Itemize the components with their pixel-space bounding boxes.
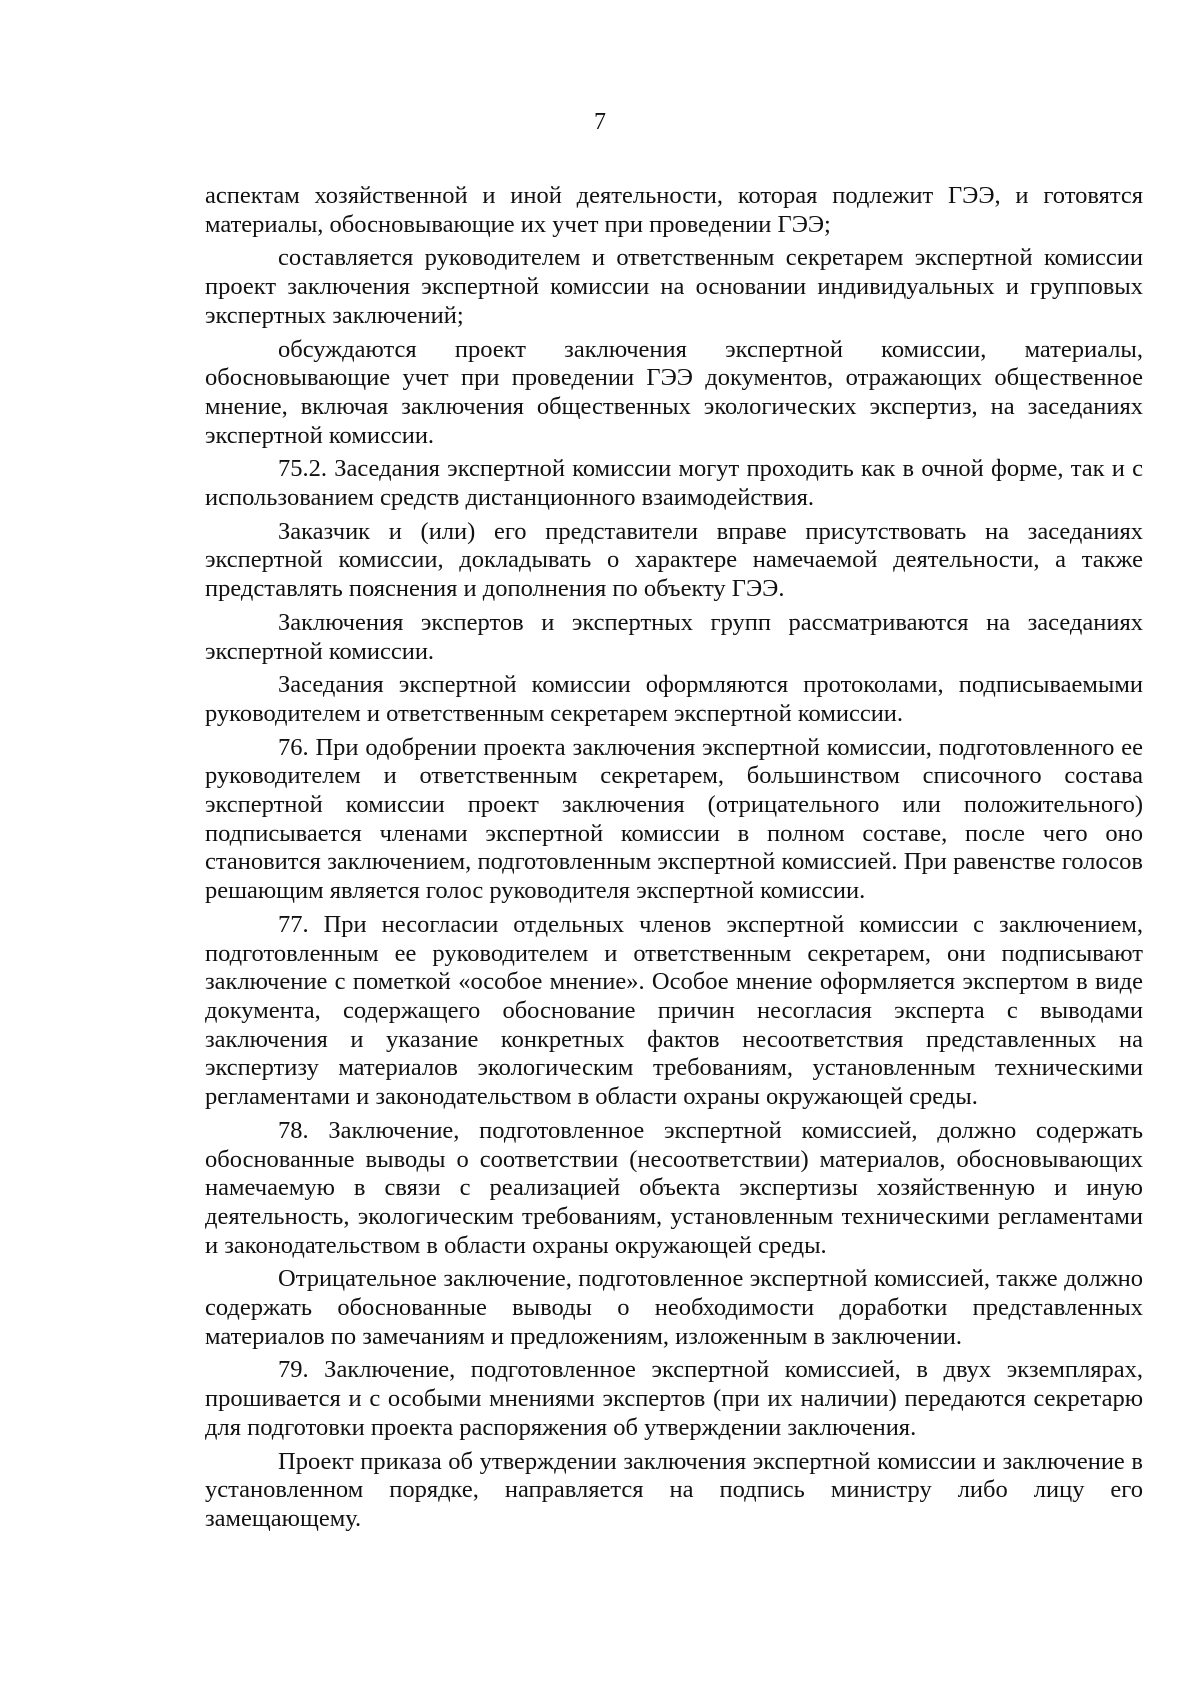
paragraph: Заключения экспертов и экспертных групп рассматриваются на заседаниях экспертной комиссии. xyxy=(205,608,1143,665)
paragraph: Отрицательное заключение, подготовленное экспертной комиссией, также должно содержать обоснованные выводы о необходимости доработки представленных материалов по замечаниям и предложениям, изложенным в заключении. xyxy=(205,1265,1143,1350)
paragraph: Заказчик и (или) его представители вправе присутствовать на заседаниях экспертной комиссии, докладывать о характере намечаемой деятельности, а также представлять пояснения и дополнения по объекту ГЭЭ. xyxy=(205,517,1143,603)
paragraph: Заседания экспертной комиссии оформляются протоколами, подписываемыми руководителем и ответственным секретарем экспертной комиссии. xyxy=(205,671,1143,727)
paragraph: 75.2. Заседания экспертной комиссии могут проходить как в очной форме, так и с использованием средств дистанционного взаимодействия. xyxy=(205,455,1143,512)
paragraph: 76. При одобрении проекта заключения экспертной комиссии, подготовленного ее руководителем и ответственным секретарем, большинством списочного состава экспертной комиссии проект заключения (отрицательного или положительного) подписывается членами экспертной комиссии в полном составе, после чего оно становится заключением, подготовленным экспертной комиссией. При равенстве голосов решающим является голос руководителя экспертной комиссии. xyxy=(205,733,1143,905)
paragraph: составляется руководителем и ответственным секретарем экспертной комиссии проект заключения экспертной комиссии на основании индивидуальных и групповых экспертных заключений; xyxy=(205,244,1143,329)
paragraph: 77. При несогласии отдельных членов экспертной комиссии с заключением, подготовленным ее руководителем и ответственным секретарем, они подписывают заключение с пометкой «особое мнение». Особое мнение оформляется экспертом в виде документа, содержащего обоснование причин несогласия эксперта с выводами заключения и указание конкретных фактов несоответствия представленных на экспертизу материалов экологическим требованиям, установленным техническими регламентами и законодательством в области охраны окружающей среды. xyxy=(205,910,1143,1111)
paragraph: 78. Заключение, подготовленное экспертной комиссией, должно содержать обоснованные выводы о соответствии (несоответствии) материалов, обосновывающих намечаемую в связи с реализацией объекта экспертизы хозяйственную и иную деятельность, экологическим требованиям, установленным техническими регламентами и законодательством в области охраны окружающей среды. xyxy=(205,1116,1143,1259)
paragraph: аспектам хозяйственной и иной деятельности, которая подлежит ГЭЭ, и готовятся материалы, обосновывающие их учет при проведении ГЭЭ; xyxy=(205,182,1143,238)
document-body xyxy=(205,182,1143,1539)
paragraph: 79. Заключение, подготовленное экспертной комиссией, в двух экземплярах, прошивается и с особыми мнениями экспертов (при их наличии) передаются секретарю для подготовки проекта распоряжения об утверждении заключения. xyxy=(205,1356,1143,1441)
page-number: 7 xyxy=(594,109,606,135)
paragraph: Проект приказа об утверждении заключения экспертной комиссии и заключение в установленном порядке, направляется на подпись министру либо лицу его замещающему. xyxy=(205,1447,1143,1532)
paragraph: обсуждаются проект заключения экспертной комиссии, материалы, обосновывающие учет при проведении ГЭЭ документов, отражающих общественное мнение, включая заключения общественных экологических экспертиз, на заседаниях экспертной комиссии. xyxy=(205,335,1143,449)
